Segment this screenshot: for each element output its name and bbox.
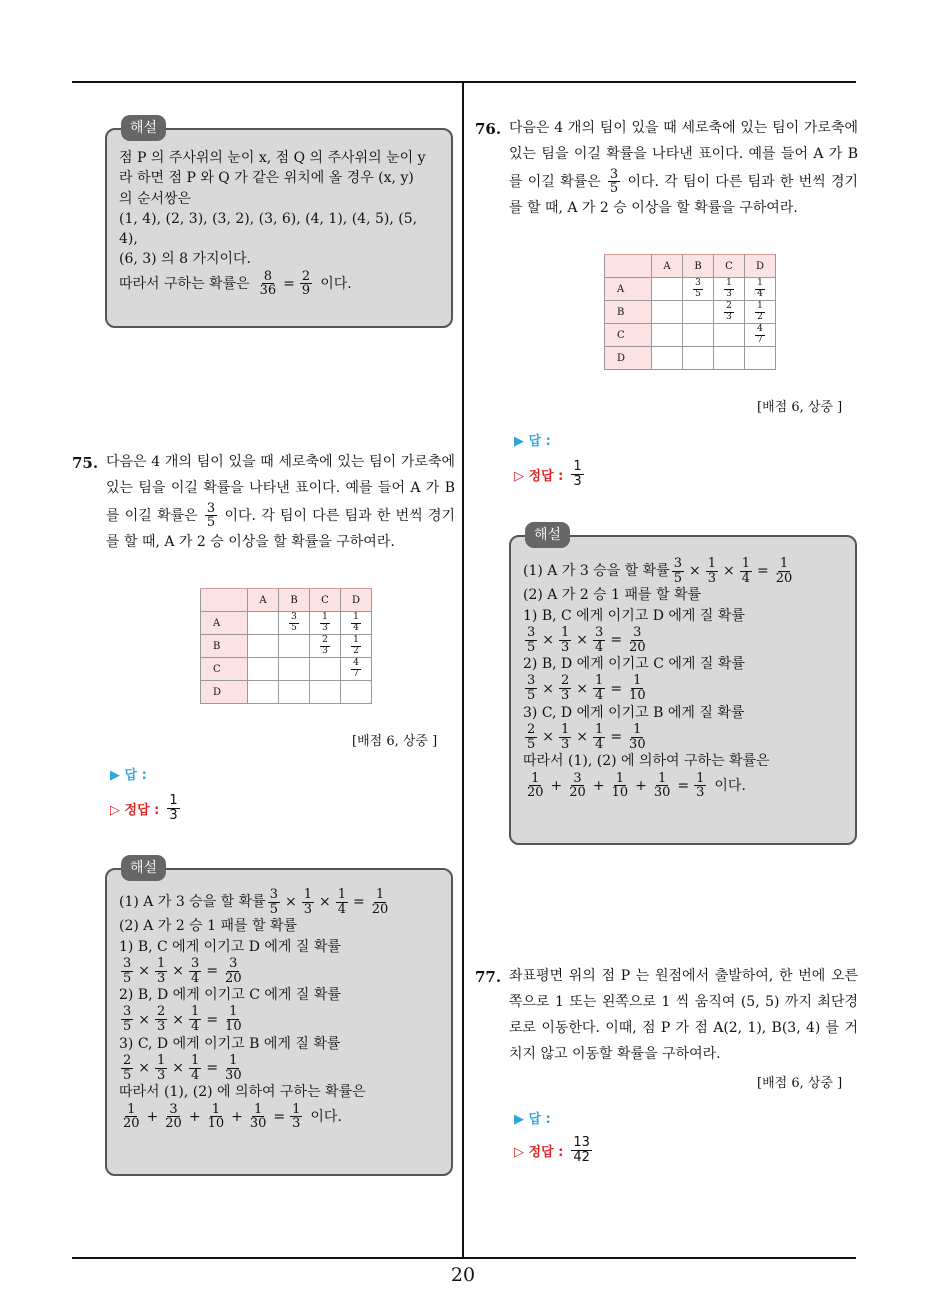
problem-77 bbox=[475, 964, 858, 1068]
column-divider bbox=[462, 83, 464, 1258]
problem-text: 다음은 4 개의 팀이 있을 때 세로축에 있는 팀이 가로축에 있는 팀을 이길 확률을 나타낸 표이다. 예를 들어 A 가 B 를 이길 확률은 $\frac{3}{5}$ 이다. 각 팀이 다른 팀과 한 번씩 경기를 할 때, A 가 2 승 이상을 할 확률을 구하여라. bbox=[509, 120, 859, 217]
problem-75 bbox=[72, 450, 455, 556]
explanation-tag: 해설 bbox=[525, 522, 570, 548]
fraction: $\frac{8}{36}$ bbox=[259, 268, 277, 299]
page-number: 20 bbox=[450, 1264, 476, 1286]
explanation-box-75: 해설 (1) A 가 3 승을 할 확률 $\frac{3}{5}$ × $\frac{1}{3}$ × $\frac{1}{4}$ = $\frac{1}{20}$ (2) A 가 2 승 1 패를 할 확률 1) B, C 에게 이기고 D 에게 질 확률 $\frac{3}{5}$ × $\frac{1}{3}$ × $\frac{3}{4}$ = $\frac{3}{20}$ 2) B, D 에게 이기고 C 에게 질 확률 $\frac{3}{5}$ × $\frac{2}{3}$ × $\frac{1}{4}$ = $\frac{1}{10}$ 3) C, D 에게 이기고 B 에게 질 확률 $\frac{2}{5}$ × $\frac{1}{3}$ × $\frac{1}{4}$ = $\frac{1}{30}$ 따라서 (1), (2) 에 의하여 구하는 확률은 $\frac{1}{20}$ + $\frac{3}{20}$ + $\frac{1}{10}$ + $\frac{1}{30}$ = $\frac{1}{3}$ 이다. bbox=[105, 868, 453, 1176]
problem-text: 다음은 4 개의 팀이 있을 때 세로축에 있는 팀이 가로축에 있는 팀을 이길 확률을 나타낸 표이다. 예를 들어 A 가 B 를 이길 확률은 $\frac{3}{5}$ 이다. 각 팀이 다른 팀과 한 번씩 경기를 할 때, A 가 2 승 이상을 할 확률을 구하여라. bbox=[106, 454, 456, 551]
explanation-result: 따라서 구하는 확률은 $\frac{8}{36}$ = $\frac{2}{9}$ 이다. bbox=[119, 268, 352, 299]
problem-number: 77. bbox=[475, 968, 502, 986]
answer-label: ▶ 답 : bbox=[110, 768, 147, 783]
score-label: [배점 6, 상중 ] bbox=[352, 734, 438, 749]
problem-number: 76. bbox=[475, 120, 502, 138]
fraction: $\frac{3}{5}$ bbox=[609, 166, 619, 197]
explanation-tag: 해설 bbox=[121, 855, 166, 881]
answer-label: ▶ 답 : bbox=[514, 434, 551, 449]
answer-label: ▶ 답 : bbox=[514, 1112, 551, 1127]
correct-answer: ▷ 정답 : $\frac{13}{42}$ bbox=[514, 1135, 590, 1165]
explanation-tag: 해설 bbox=[121, 115, 166, 141]
probability-table-75: A B C D A $\frac{3}{5}$ $\frac{1}{3}$ $\frac{1}{4}$ B $\frac{2}{3}$ $\frac{1}{2}$ C $\frac{4}{7}$ D bbox=[200, 588, 372, 704]
explanation-box-76: 해설 (1) A 가 3 승을 할 확률 $\frac{3}{5}$ × $\frac{1}{3}$ × $\frac{1}{4}$ = $\frac{1}{20}$ (2) A 가 2 승 1 패를 할 확률 1) B, C 에게 이기고 D 에게 질 확률 $\frac{3}{5}$ × $\frac{1}{3}$ × $\frac{3}{4}$ = $\frac{3}{20}$ 2) B, D 에게 이기고 C 에게 질 확률 $\frac{3}{5}$ × $\frac{2}{3}$ × $\frac{1}{4}$ = $\frac{1}{10}$ 3) C, D 에게 이기고 B 에게 질 확률 $\frac{2}{5}$ × $\frac{1}{3}$ × $\frac{1}{4}$ = $\frac{1}{30}$ 따라서 (1), (2) 에 의하여 구하는 확률은 $\frac{1}{20}$ + $\frac{3}{20}$ + $\frac{1}{10}$ + $\frac{1}{30}$ = $\frac{1}{3}$ 이다. bbox=[509, 535, 857, 845]
score-label: [배점 6, 상중 ] bbox=[757, 1076, 843, 1091]
explanation-line: 의 순서쌍은 bbox=[119, 190, 192, 207]
top-rule bbox=[72, 81, 856, 83]
fraction: $\frac{3}{5}$ bbox=[206, 500, 216, 531]
correct-answer: ▷ 정답 : $\frac{1}{3}$ bbox=[110, 793, 178, 823]
score-label: [배점 6, 상중 ] bbox=[757, 400, 843, 415]
explanation-line: (1, 4), (2, 3), (3, 2), (3, 6), (4, 1), (4, 5), (5, 4), bbox=[119, 210, 418, 248]
explanation-line: (6, 3) 의 8 가지이다. bbox=[119, 251, 251, 268]
problem-number: 75. bbox=[72, 454, 99, 472]
probability-table-76: A B C D A $\frac{3}{5}$ $\frac{1}{3}$ $\frac{1}{4}$ B $\frac{2}{3}$ $\frac{1}{2}$ C $\frac{4}{7}$ D bbox=[604, 254, 776, 370]
fraction: $\frac{2}{9}$ bbox=[301, 268, 311, 299]
problem-76 bbox=[475, 116, 858, 222]
bottom-rule bbox=[72, 1257, 856, 1259]
correct-answer: ▷ 정답 : $\frac{1}{3}$ bbox=[514, 459, 582, 489]
explanation-line: 라 하면 점 P 와 Q 가 같은 위치에 올 경우 (x, y) bbox=[119, 170, 414, 187]
explanation-line: 점 P 의 주사위의 눈이 x, 점 Q 의 주사위의 눈이 y bbox=[119, 150, 426, 166]
explanation-box-74 bbox=[105, 120, 453, 328]
problem-text: 좌표평면 위의 점 P 는 원점에서 출발하여, 한 번에 오른쪽으로 1 또는 왼쪽으로 1 씩 움직여 (5, 5) 까지 최단경로로 이동한다. 이때, 점 P 가 점 A(2, 1), B(3, 4) 를 거치지 않고 이동할 확률을 구하여라. bbox=[509, 968, 858, 1062]
